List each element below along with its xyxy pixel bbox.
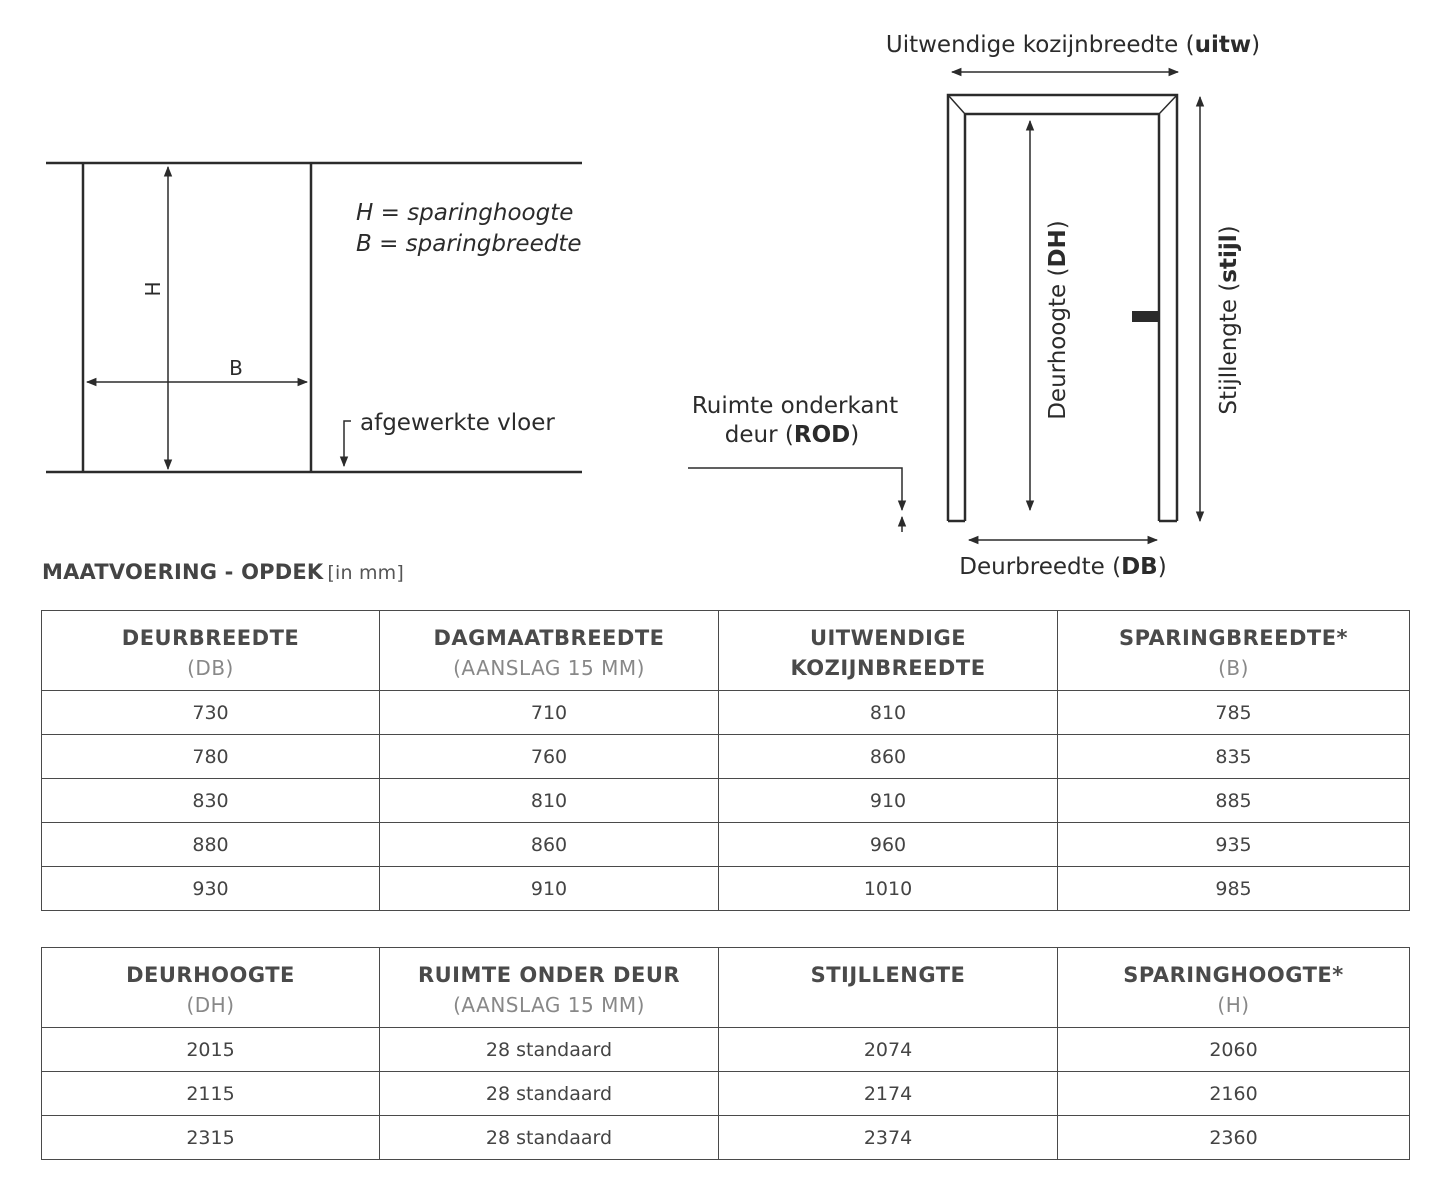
door-height-label: Deurhoogte (DH)	[1045, 220, 1071, 420]
header-line1: DEURBREEDTE	[121, 626, 300, 650]
header-line1: DAGMAATBREEDTE	[433, 626, 665, 650]
table-cell: 960	[719, 823, 1058, 867]
table-cell: 910	[380, 867, 719, 911]
width-dimensions-table	[41, 610, 1410, 911]
header-stile-length	[719, 948, 1058, 1028]
table-header-row	[42, 611, 1410, 691]
table-cell: 710	[380, 691, 719, 735]
table-cell: 860	[719, 735, 1058, 779]
table-cell: 985	[1058, 867, 1410, 911]
table-row	[42, 735, 1410, 779]
legend-b: B = sparingbreedte	[356, 231, 582, 257]
table-cell: 780	[42, 735, 380, 779]
table-cell: 2115	[42, 1072, 380, 1116]
door-frame-diagram	[688, 72, 1200, 540]
table-header-row	[42, 948, 1410, 1028]
door-handle	[1132, 311, 1158, 322]
table-cell: 810	[380, 779, 719, 823]
table-cell: 885	[1058, 779, 1410, 823]
table-cell: 2374	[719, 1116, 1058, 1160]
header-line2: (AANSLAG 15 MM)	[453, 656, 645, 680]
table-cell: 930	[42, 867, 380, 911]
door-width-label: Deurbreedte (DB)	[959, 554, 1167, 580]
table-cell: 2315	[42, 1116, 380, 1160]
header-opening-width	[1058, 611, 1410, 691]
header-line2: (DH)	[186, 993, 235, 1017]
header-line2: (B)	[1218, 656, 1249, 680]
table-cell: 28 standaard	[380, 1116, 719, 1160]
table-cell: 935	[1058, 823, 1410, 867]
table-cell: 760	[380, 735, 719, 779]
table-cell: 810	[719, 691, 1058, 735]
table-cell: 730	[42, 691, 380, 735]
table-cell: 880	[42, 823, 380, 867]
table-cell: 2174	[719, 1072, 1058, 1116]
header-door-width	[42, 611, 380, 691]
floor-label: afgewerkte vloer	[360, 410, 555, 436]
header-line1: SPARINGBREEDTE*	[1118, 626, 1349, 650]
table-row	[42, 1072, 1410, 1116]
section-title-text: MAATVOERING - OPDEK	[42, 560, 324, 584]
rod-leader	[688, 468, 902, 510]
table-cell: 785	[1058, 691, 1410, 735]
header-line1: SPARINGHOOGTE*	[1123, 963, 1344, 987]
miter-left	[948, 95, 965, 114]
width-label: B	[229, 356, 243, 380]
table-cell: 28 standaard	[380, 1028, 719, 1072]
height-label: H	[141, 281, 165, 297]
table-row	[42, 867, 1410, 911]
table-cell: 860	[380, 823, 719, 867]
outer-width-label: Uitwendige kozijnbreedte (uitw)	[885, 32, 1261, 58]
table-row	[42, 823, 1410, 867]
table-cell: 2060	[1058, 1028, 1410, 1072]
table-cell: 2360	[1058, 1116, 1410, 1160]
table-cell: 910	[719, 779, 1058, 823]
legend-h: H = sparinghoogte	[356, 200, 574, 226]
section-unit: [in mm]	[327, 562, 405, 584]
table-row	[42, 1028, 1410, 1072]
header-opening-height	[1058, 948, 1410, 1028]
bottom-gap-label-line1: Ruimte onderkant	[691, 393, 899, 419]
header-line1b: KOZIJNBREEDTE	[790, 656, 986, 680]
header-outer-frame-width	[719, 611, 1058, 691]
header-line1: UITWENDIGE	[809, 626, 967, 650]
header-line2: (DB)	[187, 656, 234, 680]
table-cell: 2074	[719, 1028, 1058, 1072]
header-line2: (AANSLAG 15 MM)	[453, 993, 645, 1017]
header-line2: (H)	[1217, 993, 1250, 1017]
bottom-gap-label-line2: deur (ROD)	[724, 422, 860, 448]
table-cell: 835	[1058, 735, 1410, 779]
floor-pointer	[344, 421, 351, 466]
header-daylight-width	[380, 611, 719, 691]
header-line1: DEURHOOGTE	[126, 963, 295, 987]
table-cell: 2160	[1058, 1072, 1410, 1116]
table-cell: 28 standaard	[380, 1072, 719, 1116]
height-dimensions-table	[41, 947, 1410, 1160]
header-bottom-gap	[380, 948, 719, 1028]
table-row	[42, 691, 1410, 735]
table-row	[42, 1116, 1410, 1160]
table-cell: 2015	[42, 1028, 380, 1072]
table-row	[42, 779, 1410, 823]
header-line1: STIJLLENGTE	[810, 963, 966, 987]
stile-length-label: Stijllengte (stijl)	[1216, 225, 1242, 415]
header-line1: RUIMTE ONDER DEUR	[417, 963, 681, 987]
miter-right	[1159, 95, 1177, 114]
section-title	[42, 560, 404, 584]
table-cell: 1010	[719, 867, 1058, 911]
table-cell: 830	[42, 779, 380, 823]
header-door-height	[42, 948, 380, 1028]
